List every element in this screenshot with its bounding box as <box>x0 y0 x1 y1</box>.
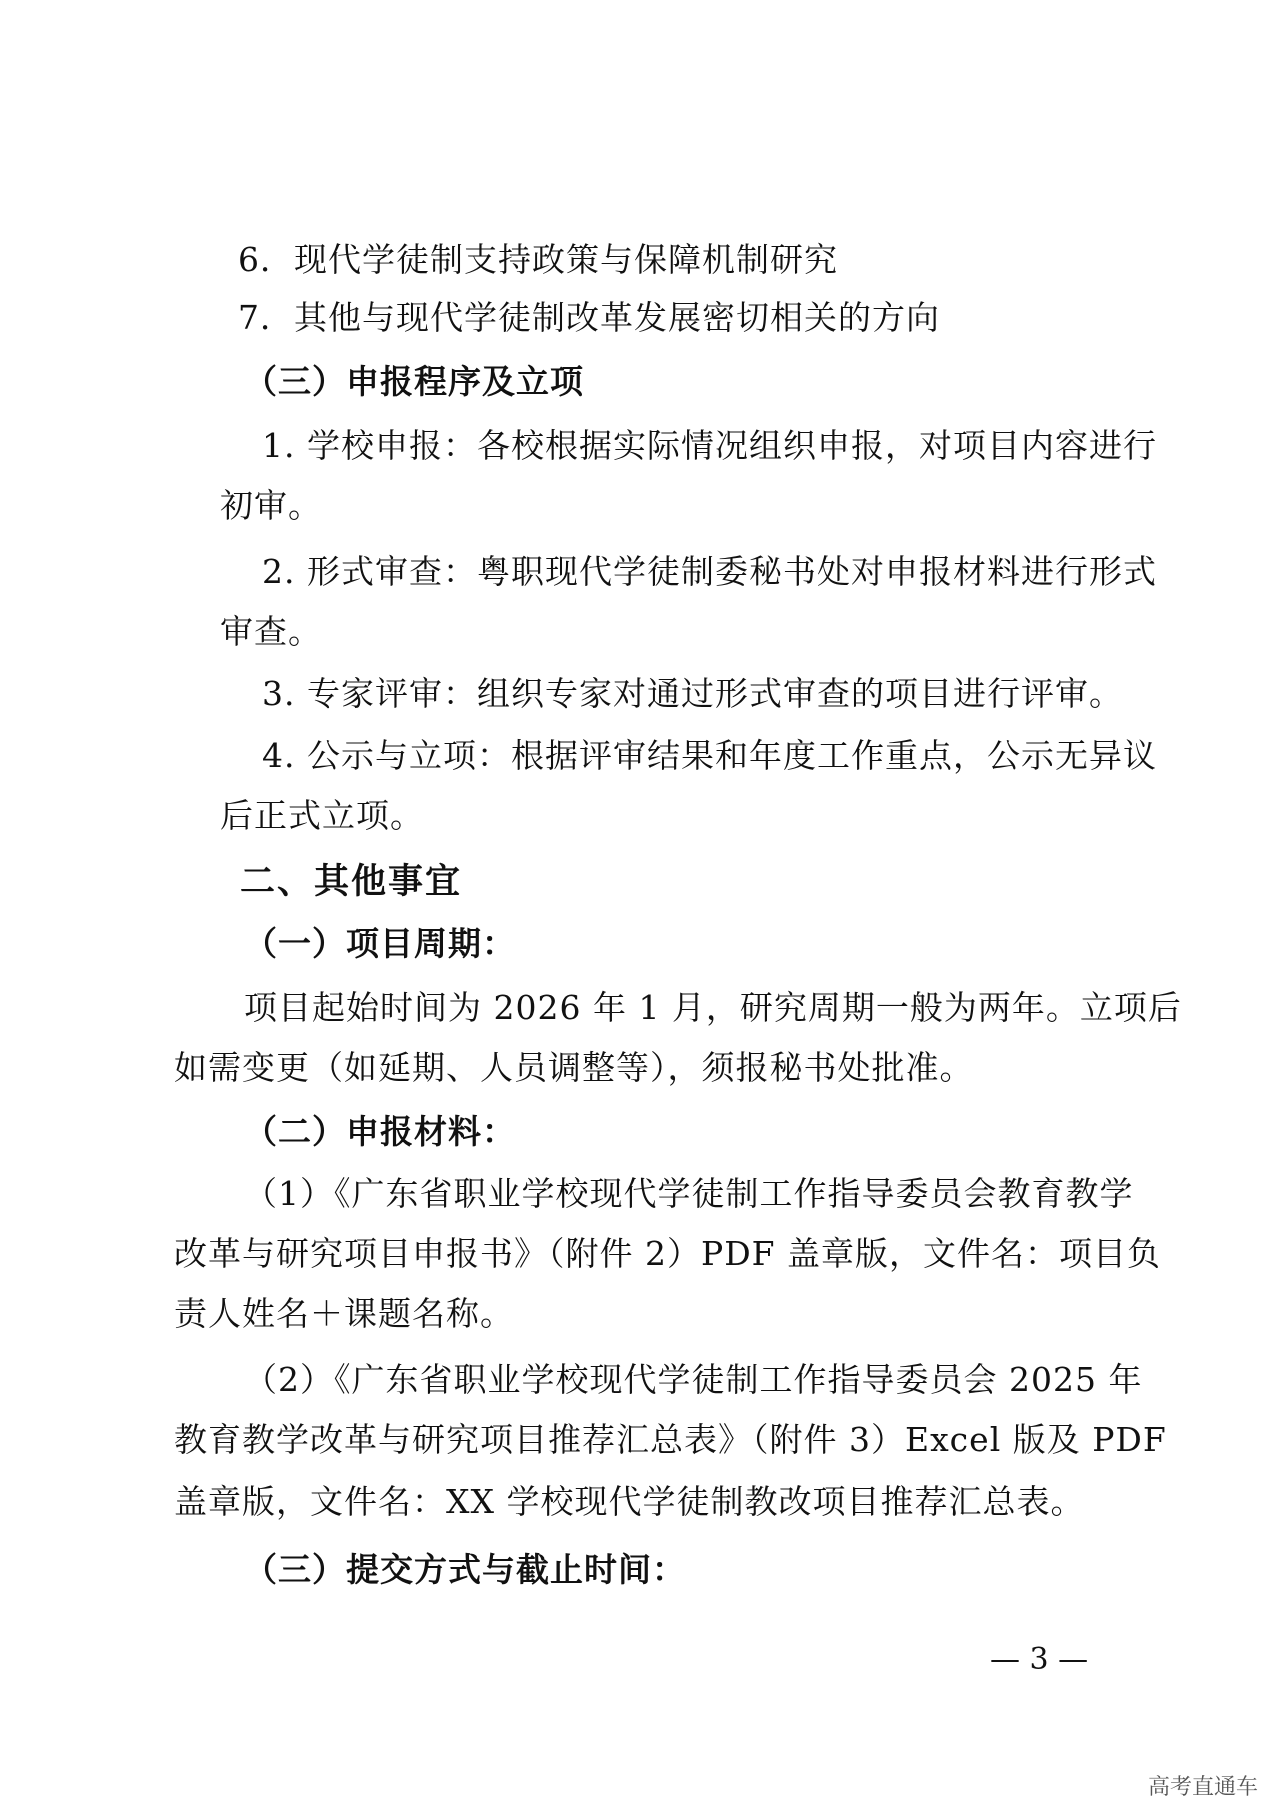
material-1-line-1: （1）《广东省职业学校现代学徒制工作指导委员会教育教学 <box>244 1174 1134 1213</box>
material-2-line-1: （2）《广东省职业学校现代学徒制工作指导委员会 2025 年 <box>244 1360 1143 1399</box>
subheading-submission-deadline: （三）提交方式与截止时间： <box>244 1550 686 1589</box>
section-heading-other-matters: 二、其他事宜 <box>240 862 463 902</box>
procedure-item-1-line-1: 1. 学校申报：各校根据实际情况组织申报，对项目内容进行 <box>262 426 1157 465</box>
project-period-line-1: 项目起始时间为 2026 年 1 月，研究周期一般为两年。立项后 <box>244 988 1182 1027</box>
material-1-line-3: 责人姓名＋课题名称。 <box>174 1294 514 1333</box>
subheading-application-materials: （二）申报材料： <box>244 1112 516 1151</box>
procedure-item-4-line-2: 后正式立项。 <box>220 796 424 835</box>
project-period-line-2: 如需变更（如延期、人员调整等），须报秘书处批准。 <box>174 1048 974 1087</box>
material-1-line-2: 改革与研究项目申报书》（附件 2）PDF 盖章版，文件名：项目负 <box>174 1234 1162 1273</box>
procedure-item-2-line-2: 审查。 <box>220 612 322 651</box>
material-2-line-3: 盖章版，文件名：XX 学校现代学徒制教改项目推荐汇总表。 <box>174 1482 1085 1521</box>
subheading-project-period: （一）项目周期： <box>244 924 516 963</box>
list-item-7: 7．其他与现代学徒制改革发展密切相关的方向 <box>238 298 940 337</box>
watermark-text: 高考直通车 <box>1147 1775 1258 1800</box>
procedure-item-2-line-1: 2. 形式审查：粤职现代学徒制委秘书处对申报材料进行形式 <box>262 552 1157 591</box>
procedure-item-4-line-1: 4. 公示与立项：根据评审结果和年度工作重点，公示无异议 <box>262 736 1157 775</box>
procedure-item-3: 3. 专家评审：组织专家对通过形式审查的项目进行评审。 <box>262 674 1123 713</box>
section-heading-application-procedure: （三）申报程序及立项 <box>244 362 584 401</box>
list-item-6: 6．现代学徒制支持政策与保障机制研究 <box>238 240 838 279</box>
procedure-item-1-line-2: 初审。 <box>220 486 322 525</box>
material-2-line-2: 教育教学改革与研究项目推荐汇总表》（附件 3）Excel 版及 PDF <box>174 1420 1167 1459</box>
page-number: — 3 — <box>990 1642 1089 1677</box>
